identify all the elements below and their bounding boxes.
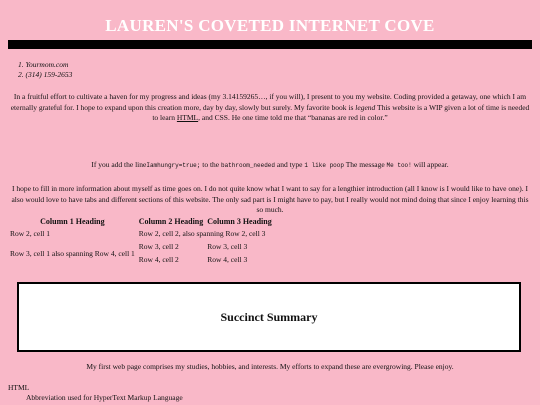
future-plans-paragraph: I hope to fill in more information about myself as time goes on. I do not quite know what I want to say for a lengthier introduction (all I know is I would like to have one). I also would love to have tabs and different sections of this website. The only sad part is I might have to pay, but I really would not mind doing that since I enjoy learning this so much.: [11, 184, 529, 214]
intro-text-1: In a fruitful effort to cultivate a haven for my progress and ideas (my 3.14159265…, if you will), I present to you my website. Coding provided a getaway, one which I am eternally grateful for. I hope to expand upon this creation more, day by day, slowly but surely. My favorite book is: [10, 92, 527, 112]
table-header: Column 3 Heading: [207, 217, 272, 226]
table-cell: Row 3, cell 1 also spanning Row 4, cell 1: [10, 248, 135, 258]
table-cell: Row 3, cell 2: [138, 242, 179, 251]
code-text-5: will appear.: [411, 160, 449, 169]
code-text-2: to the: [200, 160, 221, 169]
code-snippet-3: 1 like poop: [304, 162, 344, 169]
summary-title: Succinct Summary: [220, 309, 318, 324]
page-title: LAUREN'S COVETED INTERNET COVE: [105, 16, 435, 35]
table-cell: Row 4, cell 2: [138, 255, 179, 264]
table-cell: Row 2, cell 1: [10, 229, 50, 238]
code-snippet-1: Iamhungry=true;: [146, 162, 201, 169]
table-cell: Row 3, cell 3: [207, 242, 248, 251]
contact-phone: 2. (314) 159-2653: [18, 70, 73, 79]
data-table: [8, 216, 274, 266]
contact-list: [18, 60, 72, 80]
header-divider: [8, 40, 532, 49]
contact-website: 1. Yourmom.com: [18, 60, 69, 69]
code-text-1: If you add the line: [91, 160, 147, 169]
table-cell: Row 4, cell 3: [207, 255, 248, 264]
code-text-3: and type: [275, 160, 305, 169]
table-header: Column 2 Heading: [138, 217, 204, 226]
code-snippet-2: bathroom_needed: [220, 162, 275, 169]
table-cell: Row 2, cell 2, also spanning Row 2, cell 3: [138, 229, 266, 238]
table-header: Column 1 Heading: [40, 217, 105, 226]
intro-text-2: This website is a WIP given a lot of time is needed to learn: [152, 102, 530, 122]
summary-box: [17, 282, 521, 352]
code-instruction: [0, 160, 540, 169]
intro-paragraph: [8, 92, 532, 124]
definition-list: [8, 383, 183, 403]
definition-description: Abbreviation used for HyperText Markup Language: [26, 393, 183, 402]
definition-term: HTML: [8, 383, 30, 392]
code-text-4: The message: [343, 160, 387, 169]
intro-text-3: , and CSS. He one time told me that “bananas are red in color.”: [198, 113, 388, 122]
closing-paragraph: My first web page comprises my studies, hobbies, and interests. My efforts to expand these are evergrowing. Please enjoy.: [86, 362, 454, 371]
code-snippet-4: Me too!: [386, 162, 412, 169]
html-link[interactable]: HTML: [176, 113, 199, 122]
favorite-book: legend: [355, 102, 376, 112]
